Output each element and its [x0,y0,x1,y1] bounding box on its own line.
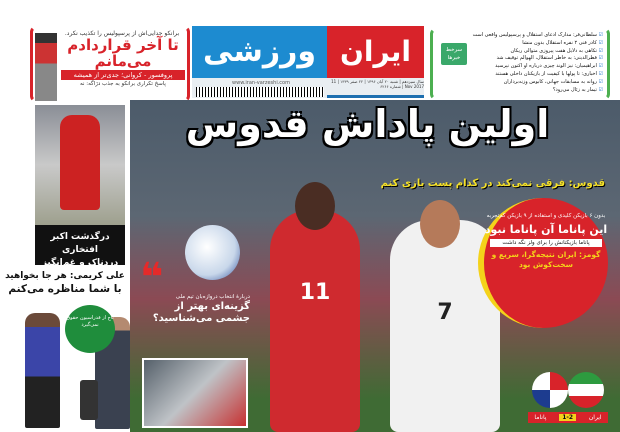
panama-story-circle[interactable] [478,198,608,328]
panama-flag-icon [532,372,568,408]
caption-line-2: دردناک و غم‌انگیز [41,258,119,268]
dateline: سال سیزدهم | شنبه ۲۰ آبان ۱۳۹۶ | ۲۲ صفر ۱۴۳۹ | 11 Nov 2017 | شماره ۶۲۶۶ [331,79,424,89]
main-headline[interactable]: اولین پاداش قدوس [185,102,550,146]
story-kicker: برانکو جدایی‌اش از پرسپولیس را تکذیب نکرد. [64,30,180,37]
story-headline-2: می‌مانم [94,52,152,70]
home-team: ایران [588,414,602,421]
player-head [420,200,460,248]
person-blue [25,313,60,428]
jersey-number: 7 [437,300,453,325]
circle-intro: بدون ۶ بازیکن کلیدی و استفاده از ۹ بازیکن کم‌تجربه [486,213,606,219]
main-photo [130,100,620,432]
jersey-number: 11 [299,280,331,305]
main-subhead: قدوس: فرقی نمی‌کند در کدام پست بازی کنم [380,178,605,189]
panama-player [270,210,360,432]
circle-headline: این پاناما آن پاناما نبود [484,223,608,236]
score-bar [528,412,608,423]
karimi-photo [10,305,130,432]
news-item[interactable]: ☑ تکاهی به دلایل هفت پیروزی متوالی ریکان [433,48,603,56]
quote-kicker: دربارهٔ انتخاب دروازه‌بان تیم ملی [175,294,250,300]
circle-quote: گومز: ایران نتیجه‌گرا، سریع و سخت‌کوش بود [491,250,601,269]
obituary-caption[interactable] [35,225,125,268]
coach-photo [35,33,57,101]
suitcase [80,380,98,420]
news-item[interactable]: ☑ ابراهیمیان: نیز الوند چیزی درباره او اکنون نپرسید [433,63,603,71]
barcode [196,87,324,97]
news-headlines-box [430,28,610,100]
circle-bar: پاناما بازیکنانش را برای ولز نگه داشت [490,239,602,247]
inset-photo [142,358,248,428]
green-badge: تاج از فدراسیون حقوق نمی‌گیرد [65,305,115,353]
goalkeeper-quote[interactable] [140,255,250,325]
headlines-badge: سرخط خبرها [441,43,467,65]
away-team: پاناما [534,414,547,421]
caption-line-1: درگذشت اکبر افتخاری [50,232,110,255]
karimi-headline: با شما مناظره می‌کنم [8,283,122,295]
news-item[interactable]: ☑ تیمار به زئال می‌رود؟ [433,87,603,95]
story-bar: پروفسور - کروانی؛ جدی‌تر از همیشه [61,70,185,80]
divider [327,95,424,98]
logo-varzeshi: ورزشی [192,26,327,78]
quote-icon: ❝ [140,255,164,301]
story-sub: پاسخ تکراری برانکو به جذب دژاگه: نه [80,81,166,87]
top-left-story[interactable] [30,26,190,102]
score-badge [528,372,608,430]
player-head [295,182,335,230]
quote-title: گزینه‌ای بهتر از جشمی می‌شناسید؟ [152,301,250,324]
news-item[interactable]: ☑ اخباری: تا پولها با کیفیت از بازیکنان داخلی هستند [433,71,603,79]
masthead [192,26,424,98]
score: 1-2 [559,414,576,421]
iran-flag-icon [568,372,604,408]
story-headline: تا آخر قراردادم [67,36,179,54]
karimi-kicker: علی کریمی: هر جا بخواهید [5,271,125,281]
logo-iran: ایران [327,26,424,78]
eftekhari-photo [35,105,125,225]
website-url[interactable]: www.iran-varzeshi.com [232,80,290,86]
news-item[interactable]: ☑ کادر فنی ۲ نفره استقلال بدون منشا [433,40,603,48]
news-item[interactable]: ☑ روانه به مسابقات جهانی، کابوس وزنه‌برداران [433,79,603,87]
karimi-story[interactable] [0,270,130,296]
news-item[interactable]: ☑ فطرالدینی: به خاطر استقلال، الهوالم توقیف شد [433,55,603,63]
player-figure [60,115,100,210]
news-item[interactable]: ☑ سلطانی‌فر: مدارک ادعای استقلال و پرسپولیس واقعی است [433,32,603,40]
